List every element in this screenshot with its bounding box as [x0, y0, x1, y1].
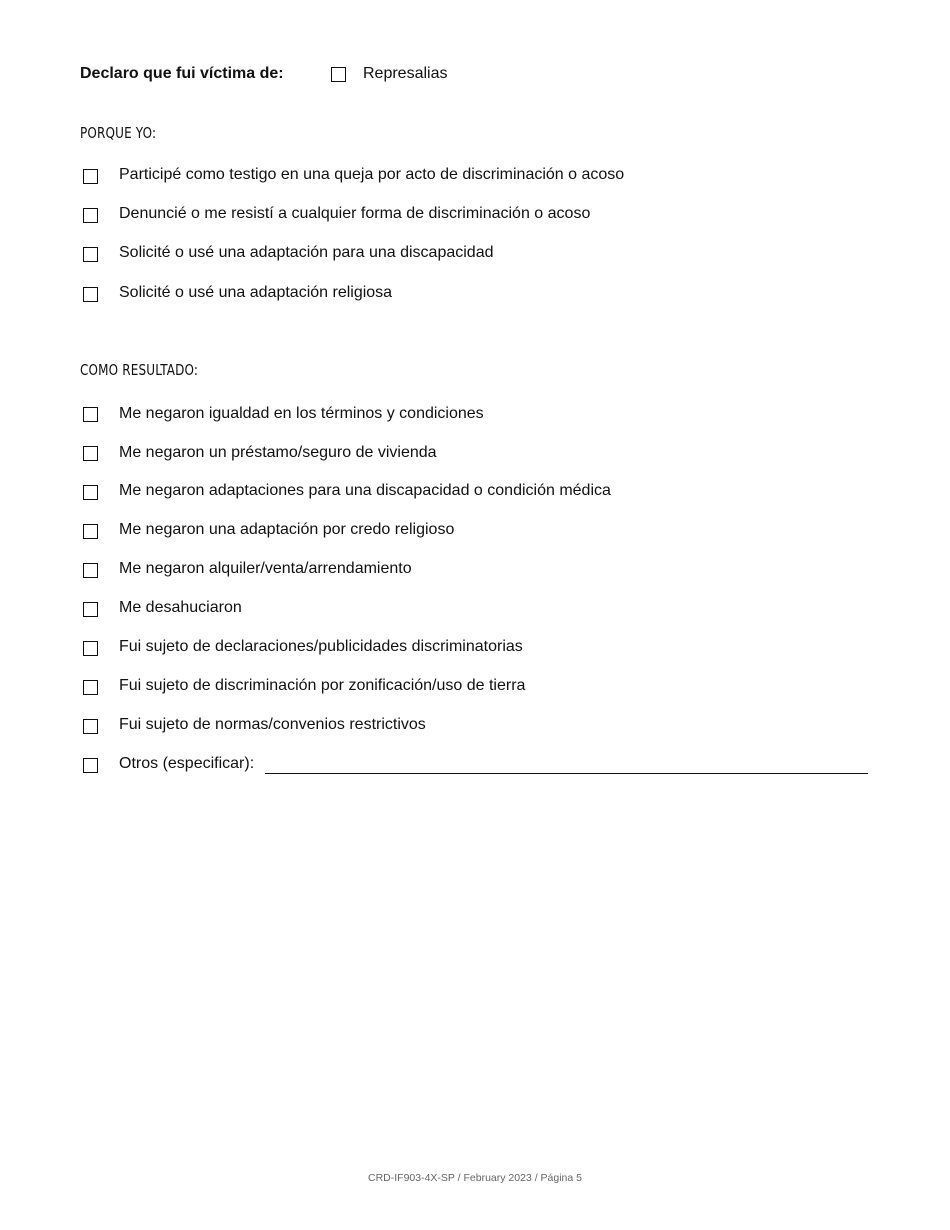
- represalias-checkbox[interactable]: [331, 67, 346, 82]
- result-label-other: Otros (especificar):: [119, 755, 255, 772]
- because-label-disability-accommodation: Solicité o usé una adaptación para una discapacidad: [119, 244, 494, 261]
- result-checkbox-statements[interactable]: [83, 641, 98, 656]
- result-checkbox-loan[interactable]: [83, 446, 98, 461]
- result-checkbox-disability[interactable]: [83, 485, 98, 500]
- result-checkbox-zoning[interactable]: [83, 680, 98, 695]
- result-label-terms: Me negaron igualdad en los términos y condiciones: [119, 405, 484, 422]
- represalias-label: Represalias: [363, 65, 448, 82]
- result-heading: COMO RESULTADO:: [80, 361, 199, 379]
- result-label-disability: Me negaron adaptaciones para una discapacidad o condición médica: [119, 482, 611, 499]
- because-checkbox-witness[interactable]: [83, 169, 98, 184]
- because-heading: PORQUE YO:: [80, 124, 157, 142]
- because-checkbox-reported[interactable]: [83, 208, 98, 223]
- because-label-religious-accommodation: Solicité o usé una adaptación religiosa: [119, 284, 393, 301]
- result-label-zoning: Fui sujeto de discriminación por zonificación/uso de tierra: [119, 677, 526, 694]
- result-checkbox-other[interactable]: [83, 758, 98, 773]
- result-checkbox-religious[interactable]: [83, 524, 98, 539]
- result-checkbox-evicted[interactable]: [83, 602, 98, 617]
- result-label-covenants: Fui sujeto de normas/convenios restrictivos: [119, 716, 426, 733]
- because-label-reported: Denuncié o me resistí a cualquier forma de discriminación o acoso: [119, 205, 591, 222]
- result-checkbox-rental[interactable]: [83, 563, 98, 578]
- because-checkbox-disability-accommodation[interactable]: [83, 247, 98, 262]
- result-checkbox-covenants[interactable]: [83, 719, 98, 734]
- result-label-religious: Me negaron una adaptación por credo religioso: [119, 521, 455, 538]
- other-specify-field[interactable]: [265, 773, 868, 774]
- page-footer: CRD-IF903-4X-SP / February 2023 / Página 5: [368, 1172, 582, 1184]
- result-label-evicted: Me desahuciaron: [119, 599, 242, 616]
- because-label-witness: Participé como testigo en una queja por acto de discriminación o acoso: [119, 166, 625, 183]
- declaration-label: Declaro que fui víctima de:: [80, 65, 284, 82]
- result-label-rental: Me negaron alquiler/venta/arrendamiento: [119, 560, 412, 577]
- result-label-loan: Me negaron un préstamo/seguro de vivienda: [119, 444, 437, 461]
- result-label-statements: Fui sujeto de declaraciones/publicidades discriminatorias: [119, 638, 523, 655]
- because-checkbox-religious-accommodation[interactable]: [83, 287, 98, 302]
- result-checkbox-terms[interactable]: [83, 407, 98, 422]
